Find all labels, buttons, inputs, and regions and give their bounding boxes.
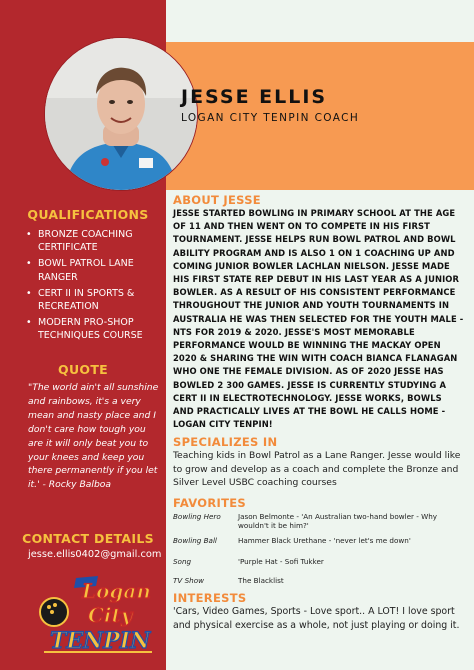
interests-heading: INTERESTS	[173, 590, 247, 605]
coach-role: LOGAN CITY TENPIN COACH	[181, 112, 360, 124]
profile-photo-illustration	[45, 38, 197, 190]
svg-text:City: City	[88, 603, 133, 627]
favorite-value: The Blacklist	[238, 575, 284, 585]
quote-heading: QUOTE	[58, 362, 108, 377]
favorite-value: 'Purple Hat - Sofi Tukker	[238, 556, 324, 566]
favorite-category: Bowling Hero	[173, 511, 221, 521]
favorite-row	[173, 572, 463, 591]
about-heading: ABOUT JESSE	[173, 193, 261, 207]
profile-photo	[44, 37, 198, 191]
favorite-value: Hammer Black Urethane - 'never let's me down'	[238, 535, 411, 545]
qualifications-list	[26, 228, 166, 346]
logan-city-tenpin-logo	[36, 572, 158, 662]
quote-text: "The world ain't all sunshine and rainbows, it's a very mean and nasty place and I don't care how tough you are it will only beat you to your knees and keep you there permanently if you let it.' - Rocky Balboa	[28, 382, 159, 491]
specializes-text: Teaching kids in Bowl Patrol as a Lane Ranger. Jesse would like to grow and develop as a coach and complete the Bronze and Silver Level USBC coaching courses	[173, 450, 461, 488]
qualification-item: • BOWL PATROL LANE RANGER	[26, 257, 166, 283]
email-address[interactable]: jesse.ellis0402@gmail.com	[28, 549, 162, 560]
favorite-category: Bowling Ball	[173, 535, 217, 545]
favorite-value: Jason Belmonte - 'An Australian two-hand bowler - Why wouldn't it be him?'	[238, 511, 438, 530]
contact-heading: CONTACT DETAILS	[22, 531, 154, 546]
favorite-category: TV Show	[173, 575, 204, 585]
coach-name: JESSE ELLIS	[181, 86, 328, 108]
qualifications-heading: QUALIFICATIONS	[27, 207, 149, 222]
svg-text:TENPIN: TENPIN	[50, 628, 151, 654]
favorite-category: Song	[173, 556, 192, 566]
svg-text:Logan: Logan	[82, 579, 151, 603]
qualification-item: • BRONZE COACHING CERTIFICATE	[26, 228, 166, 254]
favorites-table	[173, 512, 463, 591]
favorite-row	[173, 551, 463, 572]
about-text: JESSE STARTED BOWLING IN PRIMARY SCHOOL AT THE AGE OF 11 AND THEN WENT ON TO COMPETE IN HIS FIRST TOURNAMENT. JESSE HELPS RUN BOWL PATROL AND BOWL ABILITY PROGRAM AND IS ALSO 1 ON 1 COACHING UP AND COMING JUNIOR BOWLER LACHLAN NIELSON. JESSE MADE HIS FIRST STATE REP DEBUT IN HIS LAST YEAR AS A JUNIOR BOWLER. AS A RESULT OF HIS CONSISTENT PERFORMANCE THROUGHOUT THE JUNIOR AND YOUTH TOURNAMENTS IN AUSTRALIA HE WAS THEN SELECTED FOR THE YOUTH MALE - NTS FOR 2019 & 2020. JESSE'S MOST MEMORABLE PERFORMANCE WOULD BE WINNING THE MACKAY OPEN 2020 & SHARING THE WIN WITH COACH BIANCA FLANAGAN WHO ONE THE FEMALE DIVISION. AS OF 2020 JESSE HAS BOWLED 2 300 GAMES. JESSE IS CURRENTLY STUDYING A CERT II IN ELECTROTECHNOLOGY. JESSE WORKS, BOWLS AND PRACTICALLY LIVES AT THE BOWL HE CALLS HOME - LOGAN CITY TENPIN!	[173, 208, 464, 430]
qualification-item: • CERT II IN SPORTS & RECREATION	[26, 287, 166, 313]
favorite-row	[173, 512, 463, 536]
favorite-row	[173, 536, 463, 551]
favorites-heading: FAVORITES	[173, 495, 246, 510]
specializes-heading: SPECIALIZES IN	[173, 435, 278, 450]
top-strip	[166, 0, 474, 42]
main-content	[173, 193, 465, 633]
name-block	[181, 86, 359, 124]
interests-text: 'Cars, Video Games, Sports - Love sport.. A LOT! I love sport and physical exercise as a whole, not just playing or doing it.	[173, 605, 460, 631]
qualification-item: • MODERN PRO-SHOP TECHNIQUES COURSE	[26, 316, 166, 342]
